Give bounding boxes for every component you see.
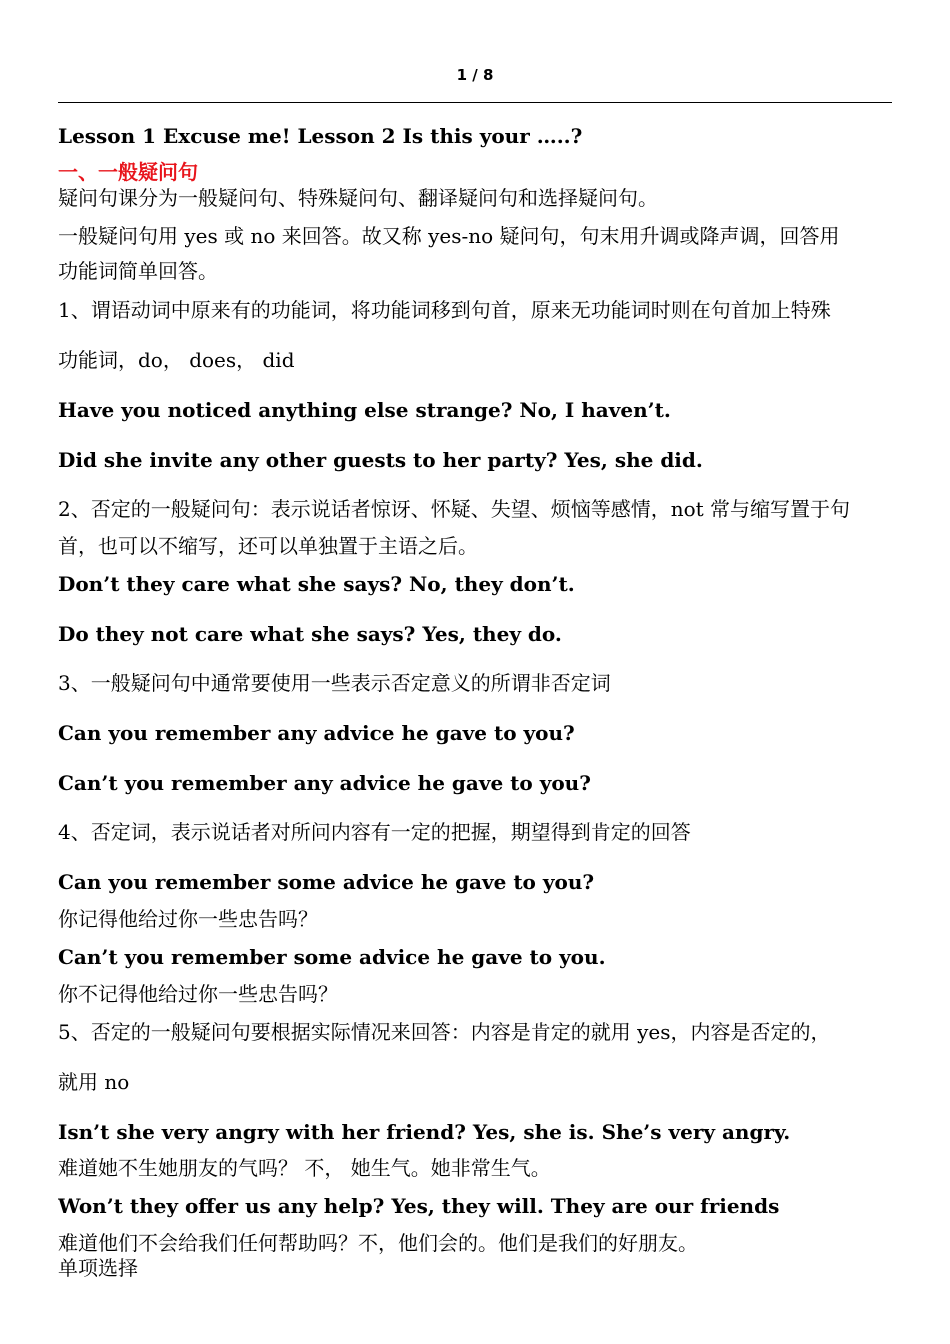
rule-item-1: 1、谓语动词中原来有的功能词，将功能词移到句首，原来无功能词时则在句首加上特殊 <box>58 298 831 322</box>
rule-item-3: 3、一般疑问句中通常要使用一些表示否定意义的所谓非否定词 <box>58 671 611 695</box>
example-sentence: Won’t they offer us any help? Yes, they will. They are our friends <box>58 1194 780 1218</box>
example-sentence: Did she invite any other guests to her party? Yes, she did. <box>58 448 703 472</box>
example-sentence: Can you remember some advice he gave to you? <box>58 870 595 894</box>
lesson-title: Lesson 1 Excuse me! Lesson 2 Is this your …..? <box>58 124 583 148</box>
translation-line: 难道他们不会给我们任何帮助吗？不，他们会的。他们是我们的好朋友。 <box>58 1231 698 1255</box>
example-sentence: Can’t you remember some advice he gave to you. <box>58 945 606 969</box>
section-heading: 一、一般疑问句 <box>58 160 198 184</box>
rule-item-2: 2、否定的一般疑问句：表示说话者惊讶、怀疑、失望、烦恼等感情，not 常与缩写置于句 <box>58 497 851 521</box>
exercise-heading: 单项选择 <box>58 1256 138 1280</box>
paragraph-line: 疑问句课分为一般疑问句、特殊疑问句、翻译疑问句和选择疑问句。 <box>58 186 658 210</box>
example-sentence: Isn’t she very angry with her friend? Yes, she is. She’s very angry. <box>58 1120 791 1144</box>
paragraph-line: 首，也可以不缩写，还可以单独置于主语之后。 <box>58 534 478 558</box>
example-sentence: Don’t they care what she says? No, they don’t. <box>58 572 575 596</box>
example-sentence: Have you noticed anything else strange? No, I haven’t. <box>58 398 671 422</box>
paragraph-line: 功能词简单回答。 <box>58 259 218 283</box>
rule-item-4: 4、否定词，表示说话者对所问内容有一定的把握，期望得到肯定的回答 <box>58 820 691 844</box>
paragraph-line: 功能词，do， does， did <box>58 348 295 372</box>
translation-line: 你不记得他给过你一些忠告吗？ <box>58 982 338 1006</box>
translation-line: 你记得他给过你一些忠告吗？ <box>58 907 318 931</box>
paragraph-line: 一般疑问句用 yes 或 no 来回答。故又称 yes-no 疑问句，句末用升调或降声调，回答用 <box>58 224 840 248</box>
example-sentence: Can’t you remember any advice he gave to you? <box>58 771 591 795</box>
page-number: 1 / 8 <box>456 66 494 84</box>
example-sentence: Do they not care what she says? Yes, they do. <box>58 622 562 646</box>
rule-item-5: 5、否定的一般疑问句要根据实际情况来回答：内容是肯定的就用 yes，内容是否定的， <box>58 1020 831 1044</box>
paragraph-line: 就用 no <box>58 1070 130 1094</box>
header-divider <box>58 102 892 103</box>
example-sentence: Can you remember any advice he gave to you? <box>58 721 575 745</box>
translation-line: 难道她不生她朋友的气吗？ 不， 她生气。她非常生气。 <box>58 1156 551 1180</box>
